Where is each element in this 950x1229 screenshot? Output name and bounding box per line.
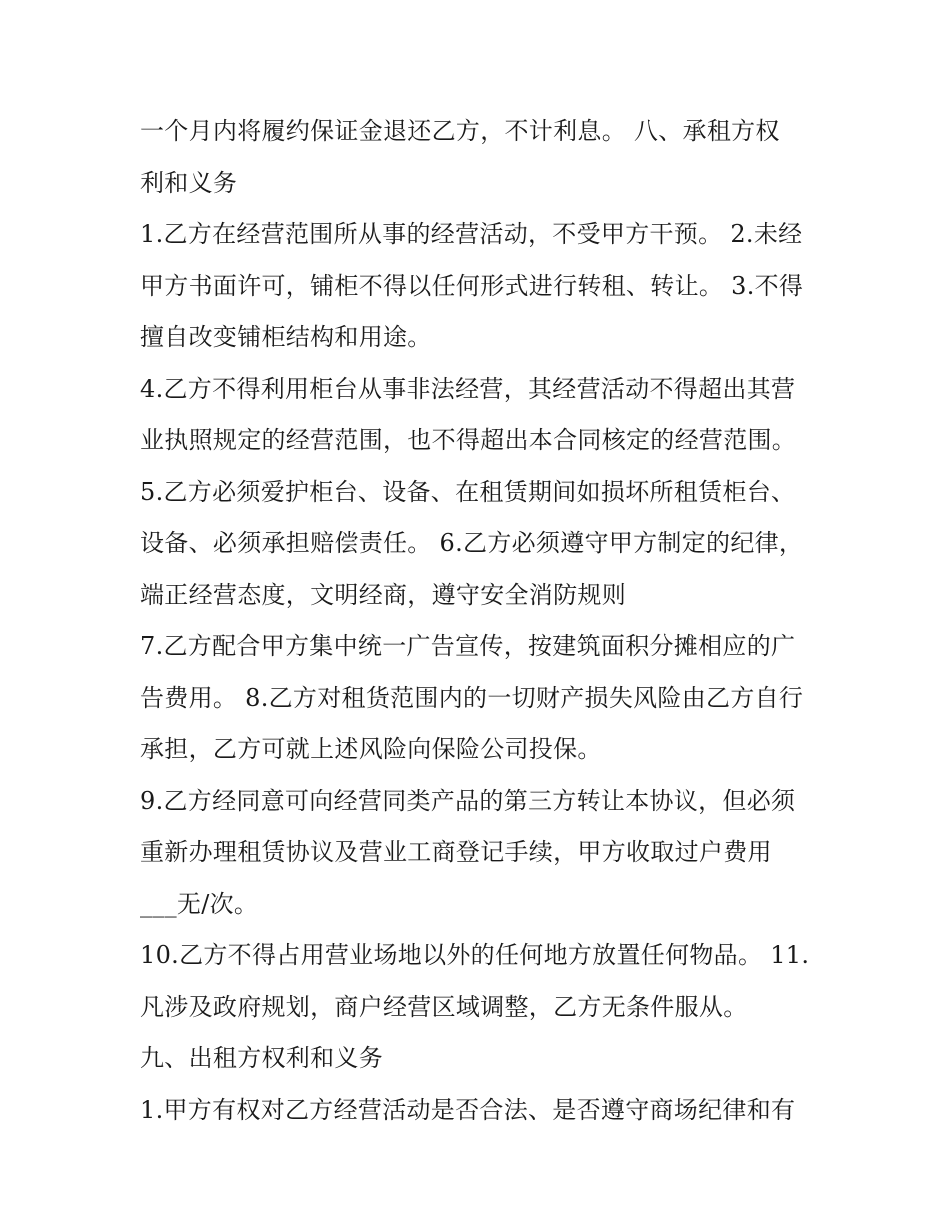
text-line: 一个月内将履约保证金退还乙方，不计利息。 八、承租方权: [140, 117, 780, 145]
text-line: 擅自改变铺柜结构和用途。: [140, 323, 432, 351]
text-line: 端正经营态度，文明经商，遵守安全消防规则: [140, 580, 626, 609]
text-line: 10.乙方不得占用营业场地以外的任何地方放置任何物品。 11.: [140, 941, 810, 969]
contract-text: [140, 106, 820, 1136]
text-line: 1.甲方有权对乙方经营活动是否合法、是否遵守商场纪律和有: [140, 1095, 796, 1124]
text-line: 1.乙方在经营范围所从事的经营活动，不受甲方干预。 2.未经: [140, 220, 803, 248]
text-line: 重新办理租赁协议及营业工商登记手续，甲方收取过户费用: [140, 838, 772, 866]
section-heading: 九、出租方权利和义务: [140, 1044, 383, 1072]
text-line: 业执照规定的经营范围，也不得超出本合同核定的经营范围。: [140, 426, 797, 454]
text-line: 利和义务: [140, 168, 238, 197]
text-line: 告费用。 8.乙方对租货范围内的一切财产损失风险由乙方自行: [140, 683, 804, 712]
text-line: 5.乙方必须爱护柜台、设备、在租赁期间如损坏所租赁柜台、: [140, 477, 796, 506]
text-line: 承担，乙方可就上述风险向保险公司投保。: [140, 735, 602, 763]
text-line: 4.乙方不得利用柜台从事非法经营，其经营活动不得超出其营: [140, 374, 796, 403]
text-line: 甲方书面许可，铺柜不得以任何形式进行转租、转让。 3.不得: [140, 271, 804, 300]
text-line: 凡涉及政府规划，商户经营区域调整，乙方无条件服从。: [140, 992, 748, 1021]
text-line: 9.乙方经同意可向经营同类产品的第三方转让本协议，但必须: [140, 786, 796, 815]
text-line: 设备、必须承担赔偿责任。 6.乙方必须遵守甲方制定的纪律，: [140, 529, 804, 557]
text-line: 7.乙方配合甲方集中统一广告宣传，按建筑面积分摊相应的广: [140, 632, 796, 660]
text-line: ___无/次。: [140, 889, 259, 918]
